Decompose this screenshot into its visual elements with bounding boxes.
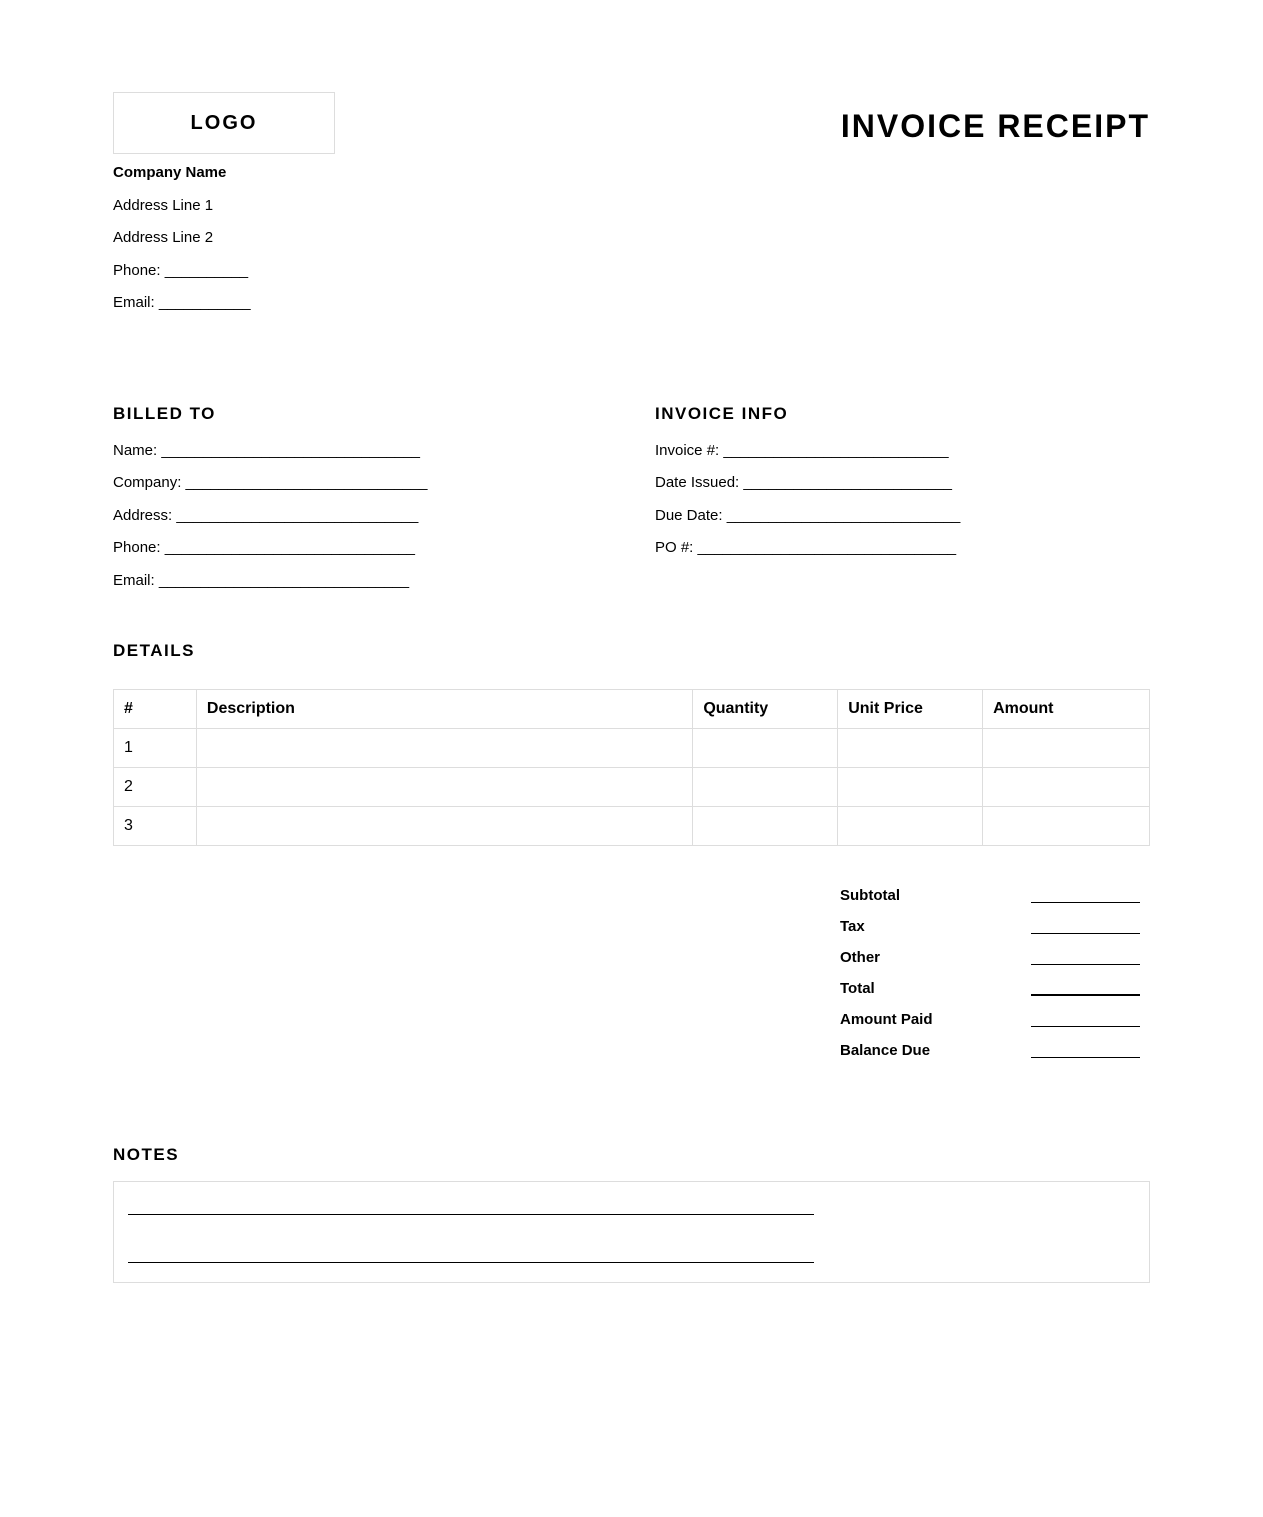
- company-email: Email: ___________: [113, 294, 251, 311]
- column-header-amount: Amount: [983, 690, 1150, 729]
- table-row: [114, 768, 1150, 807]
- billed-to-heading: BILLED TO: [113, 404, 216, 423]
- notes-heading: NOTES: [113, 1145, 180, 1164]
- column-header-quantity: Quantity: [693, 690, 838, 729]
- table-row: [114, 807, 1150, 846]
- row-quantity[interactable]: [693, 729, 838, 768]
- company-name: Company Name: [113, 164, 227, 181]
- company-address-line-2: Address Line 2: [113, 229, 214, 246]
- amount-paid-label: Amount Paid: [840, 1011, 933, 1028]
- tax-label: Tax: [840, 918, 865, 935]
- notes-line-1[interactable]: [128, 1214, 814, 1215]
- row-number: 3: [114, 807, 197, 846]
- subtotal-line[interactable]: [1031, 888, 1140, 903]
- row-unit-price[interactable]: [838, 807, 983, 846]
- details-heading: DETAILS: [113, 641, 195, 660]
- other-line[interactable]: [1031, 950, 1140, 965]
- due-date: Due Date: ____________________________: [655, 507, 961, 524]
- total-label: Total: [840, 980, 875, 997]
- table-header-row: [114, 690, 1150, 729]
- row-description[interactable]: [196, 807, 692, 846]
- tax-line[interactable]: [1031, 919, 1140, 934]
- notes-box[interactable]: [113, 1181, 1150, 1283]
- column-header-description: Description: [196, 690, 692, 729]
- date-issued: Date Issued: _________________________: [655, 474, 952, 491]
- row-amount[interactable]: [983, 768, 1150, 807]
- notes-line-2[interactable]: [128, 1262, 814, 1263]
- invoice-number: Invoice #: ___________________________: [655, 442, 949, 459]
- subtotal-label: Subtotal: [840, 887, 900, 904]
- details-table: [113, 689, 1150, 846]
- table-row: [114, 729, 1150, 768]
- other-label: Other: [840, 949, 881, 966]
- balance-due-line[interactable]: [1031, 1043, 1140, 1058]
- billed-to-phone: Phone: ______________________________: [113, 539, 415, 556]
- column-header-number: #: [114, 690, 197, 729]
- logo-placeholder: [113, 92, 335, 154]
- row-quantity[interactable]: [693, 807, 838, 846]
- company-phone: Phone: __________: [113, 262, 249, 279]
- amount-paid-line[interactable]: [1031, 1012, 1140, 1027]
- total-line[interactable]: [1031, 980, 1140, 996]
- company-address-line-1: Address Line 1: [113, 197, 214, 214]
- row-quantity[interactable]: [693, 768, 838, 807]
- row-number: 2: [114, 768, 197, 807]
- billed-to-name: Name: _______________________________: [113, 442, 420, 459]
- row-description[interactable]: [196, 768, 692, 807]
- document-title: INVOICE RECEIPT: [840, 108, 1150, 144]
- column-header-unit-price: Unit Price: [838, 690, 983, 729]
- balance-due-label: Balance Due: [840, 1042, 931, 1059]
- row-description[interactable]: [196, 729, 692, 768]
- billed-to-company: Company: _____________________________: [113, 474, 428, 491]
- row-unit-price[interactable]: [838, 729, 983, 768]
- po-number: PO #: _______________________________: [655, 539, 957, 556]
- billed-to-email: Email: ______________________________: [113, 572, 410, 589]
- row-unit-price[interactable]: [838, 768, 983, 807]
- invoice-info-heading: INVOICE INFO: [655, 404, 789, 423]
- row-number: 1: [114, 729, 197, 768]
- billed-to-address: Address: _____________________________: [113, 507, 419, 524]
- logo-label: LOGO: [190, 111, 258, 134]
- row-amount[interactable]: [983, 729, 1150, 768]
- row-amount[interactable]: [983, 807, 1150, 846]
